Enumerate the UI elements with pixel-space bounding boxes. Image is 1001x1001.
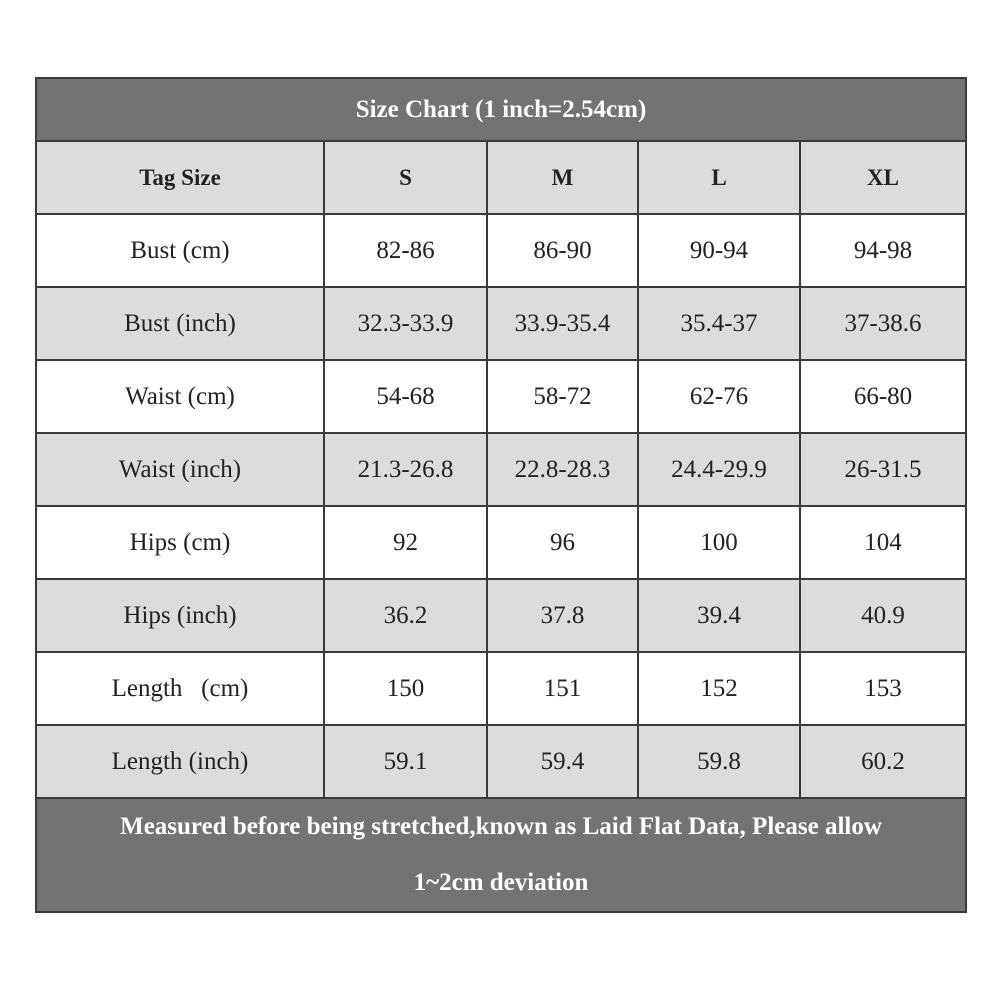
table-cell: 39.4 bbox=[638, 579, 800, 652]
table-cell: 96 bbox=[487, 506, 638, 579]
table-row-length-inch bbox=[37, 725, 965, 798]
size-chart bbox=[35, 77, 967, 913]
table-cell: 40.9 bbox=[800, 579, 965, 652]
table-cell: 104 bbox=[800, 506, 965, 579]
header-cell-size-s: S bbox=[324, 142, 487, 214]
footer-note-line-1: Measured before being stretched,known as Laid Flat Data, Please allow bbox=[120, 813, 882, 840]
table-cell: 94-98 bbox=[800, 214, 965, 287]
table-row-waist-inch bbox=[37, 433, 965, 506]
row-label: Waist (inch) bbox=[37, 433, 324, 506]
footer-note-line-2: 1~2cm deviation bbox=[413, 869, 589, 896]
header-row bbox=[37, 142, 965, 214]
row-label: Length (cm) bbox=[37, 652, 324, 725]
table-cell: 37-38.6 bbox=[800, 287, 965, 360]
table-cell: 62-76 bbox=[638, 360, 800, 433]
header-cell-size-l: L bbox=[638, 142, 800, 214]
table-cell: 26-31.5 bbox=[800, 433, 965, 506]
table-cell: 36.2 bbox=[324, 579, 487, 652]
row-label: Waist (cm) bbox=[37, 360, 324, 433]
table-cell: 24.4-29.9 bbox=[638, 433, 800, 506]
table-cell: 58-72 bbox=[487, 360, 638, 433]
footer-note bbox=[37, 799, 965, 911]
row-label: Bust (cm) bbox=[37, 214, 324, 287]
table-cell: 82-86 bbox=[324, 214, 487, 287]
table-row-hips-cm bbox=[37, 506, 965, 579]
row-label: Hips (inch) bbox=[37, 579, 324, 652]
header-cell-size-m: M bbox=[487, 142, 638, 214]
row-label: Hips (cm) bbox=[37, 506, 324, 579]
table-cell: 86-90 bbox=[487, 214, 638, 287]
table-row-length-cm bbox=[37, 652, 965, 725]
table-cell: 22.8-28.3 bbox=[487, 433, 638, 506]
table-cell: 54-68 bbox=[324, 360, 487, 433]
table-cell: 90-94 bbox=[638, 214, 800, 287]
table-row-bust-inch bbox=[37, 287, 965, 360]
table-cell: 33.9-35.4 bbox=[487, 287, 638, 360]
row-label: Length (inch) bbox=[37, 725, 324, 798]
table-cell: 150 bbox=[324, 652, 487, 725]
table-cell: 60.2 bbox=[800, 725, 965, 798]
header-cell-tag-size: Tag Size bbox=[37, 142, 324, 214]
table-cell: 32.3-33.9 bbox=[324, 287, 487, 360]
table-cell: 92 bbox=[324, 506, 487, 579]
table-cell: 37.8 bbox=[487, 579, 638, 652]
table-row-hips-inch bbox=[37, 579, 965, 652]
table-cell: 152 bbox=[638, 652, 800, 725]
table-cell: 153 bbox=[800, 652, 965, 725]
table-cell: 35.4-37 bbox=[638, 287, 800, 360]
table-cell: 100 bbox=[638, 506, 800, 579]
chart-title: Size Chart (1 inch=2.54cm) bbox=[37, 79, 965, 142]
table-row-waist-cm bbox=[37, 360, 965, 433]
table-cell: 66-80 bbox=[800, 360, 965, 433]
table-cell: 59.8 bbox=[638, 725, 800, 798]
row-label: Bust (inch) bbox=[37, 287, 324, 360]
table-row-bust-cm bbox=[37, 214, 965, 287]
table-cell: 151 bbox=[487, 652, 638, 725]
size-table bbox=[37, 142, 965, 799]
table-cell: 21.3-26.8 bbox=[324, 433, 487, 506]
header-cell-size-xl: XL bbox=[800, 142, 965, 214]
table-cell: 59.1 bbox=[324, 725, 487, 798]
table-cell: 59.4 bbox=[487, 725, 638, 798]
